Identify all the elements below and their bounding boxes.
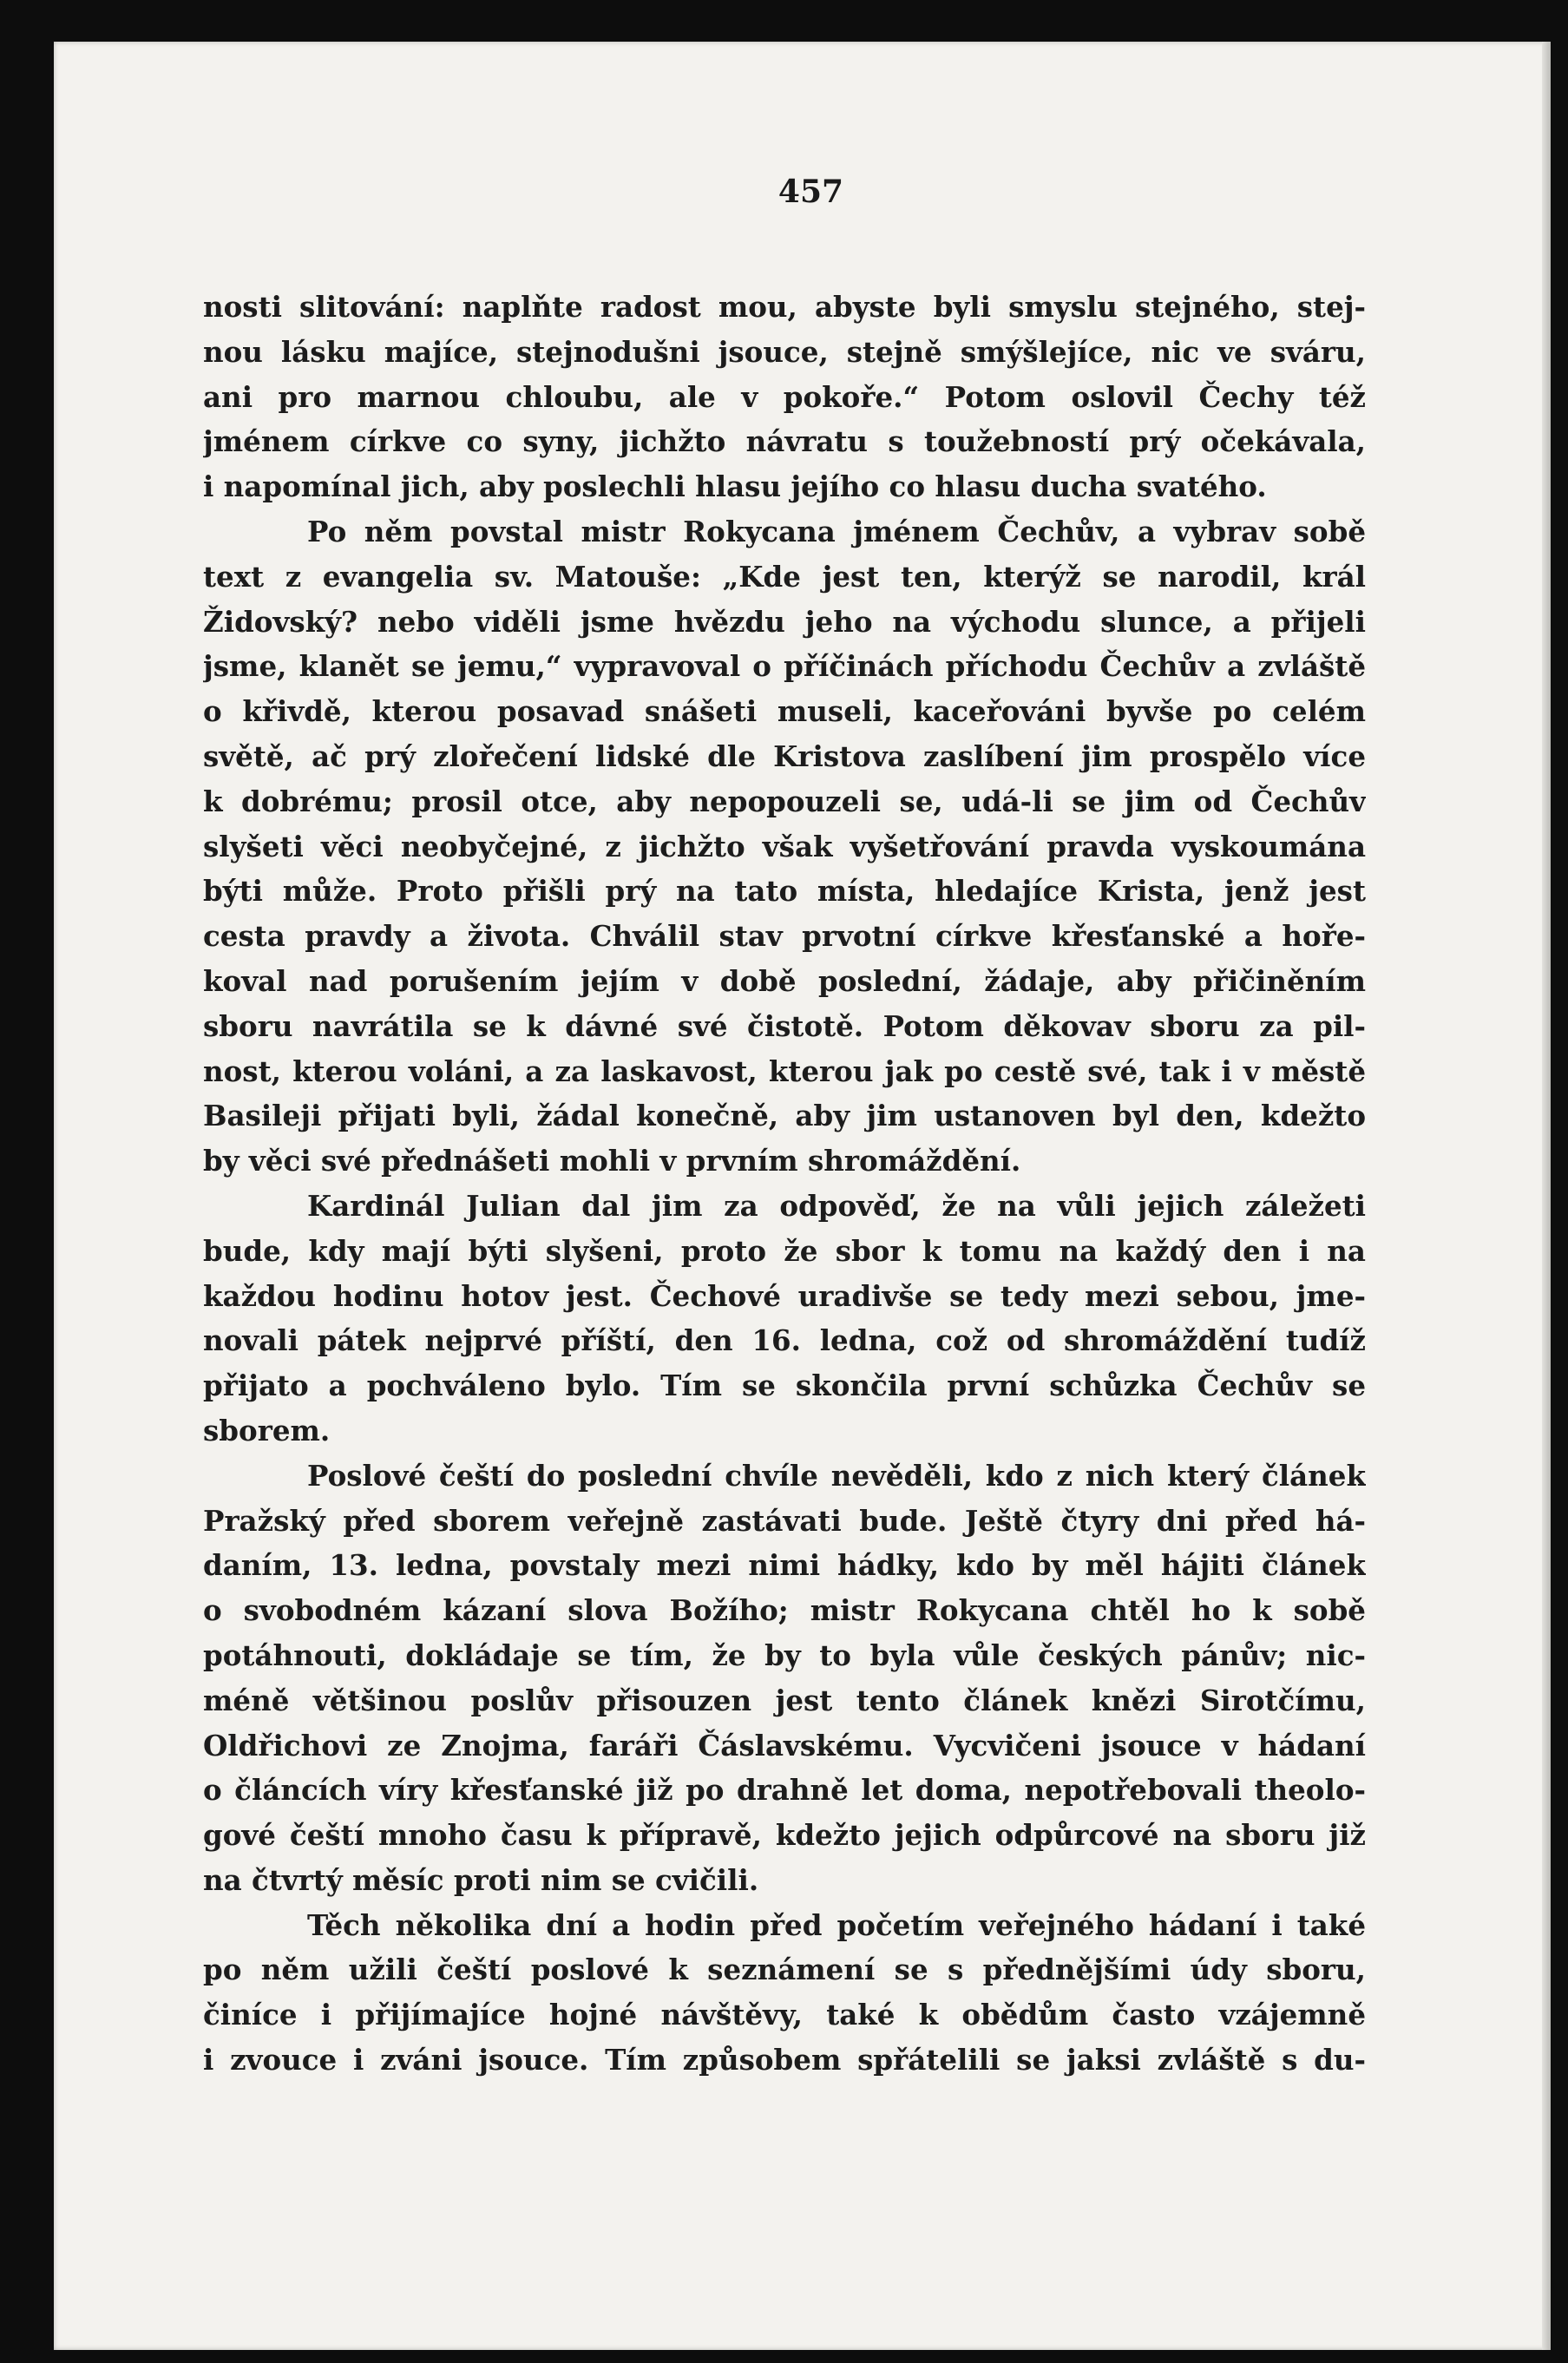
text-line: o článcích víry křesťanské již po drahně let doma, nepotřebovali theolo- bbox=[203, 1773, 1366, 1808]
text-line: bude, kdy mají býti slyšeni, proto že sbor k tomu na každý den i na bbox=[203, 1233, 1366, 1268]
text-line: o svobodném kázaní slova Božího; mistr Rokycana chtěl ho k sobě bbox=[203, 1593, 1366, 1628]
text-line: Oldřichovi ze Znojma, faráři Čáslavskému. Vycvičeni jsouce v hádaní bbox=[203, 1728, 1366, 1762]
text-line: Poslové čeští do poslední chvíle nevěděli, kdo z nich který článek bbox=[307, 1458, 1366, 1493]
page-edge bbox=[1542, 42, 1551, 2350]
text-line: sborem. bbox=[203, 1413, 331, 1447]
text-line: koval nad porušením jejím v době poslední, žádaje, aby přičiněním bbox=[203, 963, 1366, 998]
text-line: na čtvrtý měsíc proti nim se cvičili. bbox=[203, 1862, 759, 1897]
text-line: daním, 13. ledna, povstaly mezi nimi hádky, kdo by měl hájiti článek bbox=[203, 1548, 1366, 1583]
text-line: Po něm povstal mistr Rokycana jménem Čechův, a vybrav sobě bbox=[307, 514, 1366, 548]
text-line: Židovský? nebo viděli jsme hvězdu jeho na východu slunce, a přijeli bbox=[203, 604, 1366, 639]
text-line: text z evangelia sv. Matouše: „Kde jest ten, kterýž se narodil, král bbox=[203, 559, 1366, 594]
text-line: býti může. Proto přišli prý na tato místa, hledajíce Krista, jenž jest bbox=[203, 874, 1366, 909]
text-line: i zvouce i zváni jsouce. Tím způsobem spřátelili se jaksi zvláště s du- bbox=[203, 2043, 1366, 2077]
text-line: nosti slitování: naplňte radost mou, abyste byli smyslu stejného, stej- bbox=[203, 290, 1366, 324]
text-line: každou hodinu hotov jest. Čechové uradivše se tedy mezi sebou, jme- bbox=[203, 1278, 1366, 1313]
text-line: světě, ač prý zlořečení lidské dle Kristova zaslíbení jim prospělo více bbox=[203, 738, 1366, 773]
page-number: 457 bbox=[777, 174, 844, 210]
text-line: Kardinál Julian dal jim za odpověď, že na vůli jejich záležeti bbox=[307, 1188, 1366, 1223]
text-line: potáhnouti, dokládaje se tím, že by to byla vůle českých pánův; nic- bbox=[203, 1638, 1366, 1672]
text-line: cesta pravdy a života. Chválil stav prvotní církve křesťanské a hoře- bbox=[203, 919, 1366, 954]
text-line: přijato a pochváleno bylo. Tím se skončila první schůzka Čechův se bbox=[203, 1369, 1366, 1403]
text-line: Těch několika dní a hodin před početím veřejného hádaní i také bbox=[307, 1907, 1366, 1942]
text-line: sboru navrátila se k dávné své čistotě. Potom děkovav sboru za pil- bbox=[203, 1008, 1366, 1043]
text-line: po něm užili čeští poslové k seznámení se s přednějšími údy sboru, bbox=[203, 1953, 1366, 1987]
text-line: by věci své přednášeti mohli v prvním shromáždění. bbox=[203, 1144, 1021, 1178]
text-line: Basileji přijati byli, žádal konečně, aby jim ustanoven byl den, kdežto bbox=[203, 1099, 1366, 1133]
text-line: k dobrému; prosil otce, aby nepopouzeli se, udá-li se jim od Čechův bbox=[203, 784, 1366, 818]
text-line: jsme, klanět se jemu,“ vypravoval o příčinách příchodu Čechův a zvláště bbox=[203, 649, 1366, 684]
text-line: nou lásku majíce, stejnodušni jsouce, stejně smýšlejíce, nic ve sváru, bbox=[203, 334, 1366, 369]
text-line: méně většinou poslův přisouzen jest tento článek knězi Sirotčímu, bbox=[203, 1683, 1366, 1717]
text-line: o křivdě, kterou posavad snášeti museli, kaceřováni byvše po celém bbox=[203, 694, 1366, 729]
text-line: ani pro marnou chloubu, ale v pokoře.“ Potom oslovil Čechy též bbox=[203, 379, 1366, 414]
body-text bbox=[203, 285, 1366, 2083]
text-line: činíce i přijímajíce hojné návštěvy, také k obědům často vzájemně bbox=[203, 1998, 1366, 2032]
text-line: slyšeti věci neobyčejné, z jichžto však vyšetřování pravda vyskoumána bbox=[203, 829, 1366, 863]
text-line: gové čeští mnoho času k přípravě, kdežto jejich odpůrcové na sboru již bbox=[203, 1818, 1366, 1853]
text-line: i napomínal jich, aby poslechli hlasu jejího co hlasu ducha svatého. bbox=[203, 469, 1267, 504]
text-line: Pražský před sborem veřejně zastávati bude. Ještě čtyry dni před há- bbox=[203, 1503, 1366, 1538]
book-page bbox=[54, 42, 1551, 2350]
text-line: novali pátek nejprvé příští, den 16. ledna, což od shromáždění tudíž bbox=[203, 1323, 1366, 1358]
text-line: nost, kterou voláni, a za laskavost, kterou jak po cestě své, tak i v městě bbox=[203, 1054, 1366, 1088]
text-line: jménem církve co syny, jichžto návratu s toužebností prý očekávala, bbox=[203, 424, 1366, 459]
